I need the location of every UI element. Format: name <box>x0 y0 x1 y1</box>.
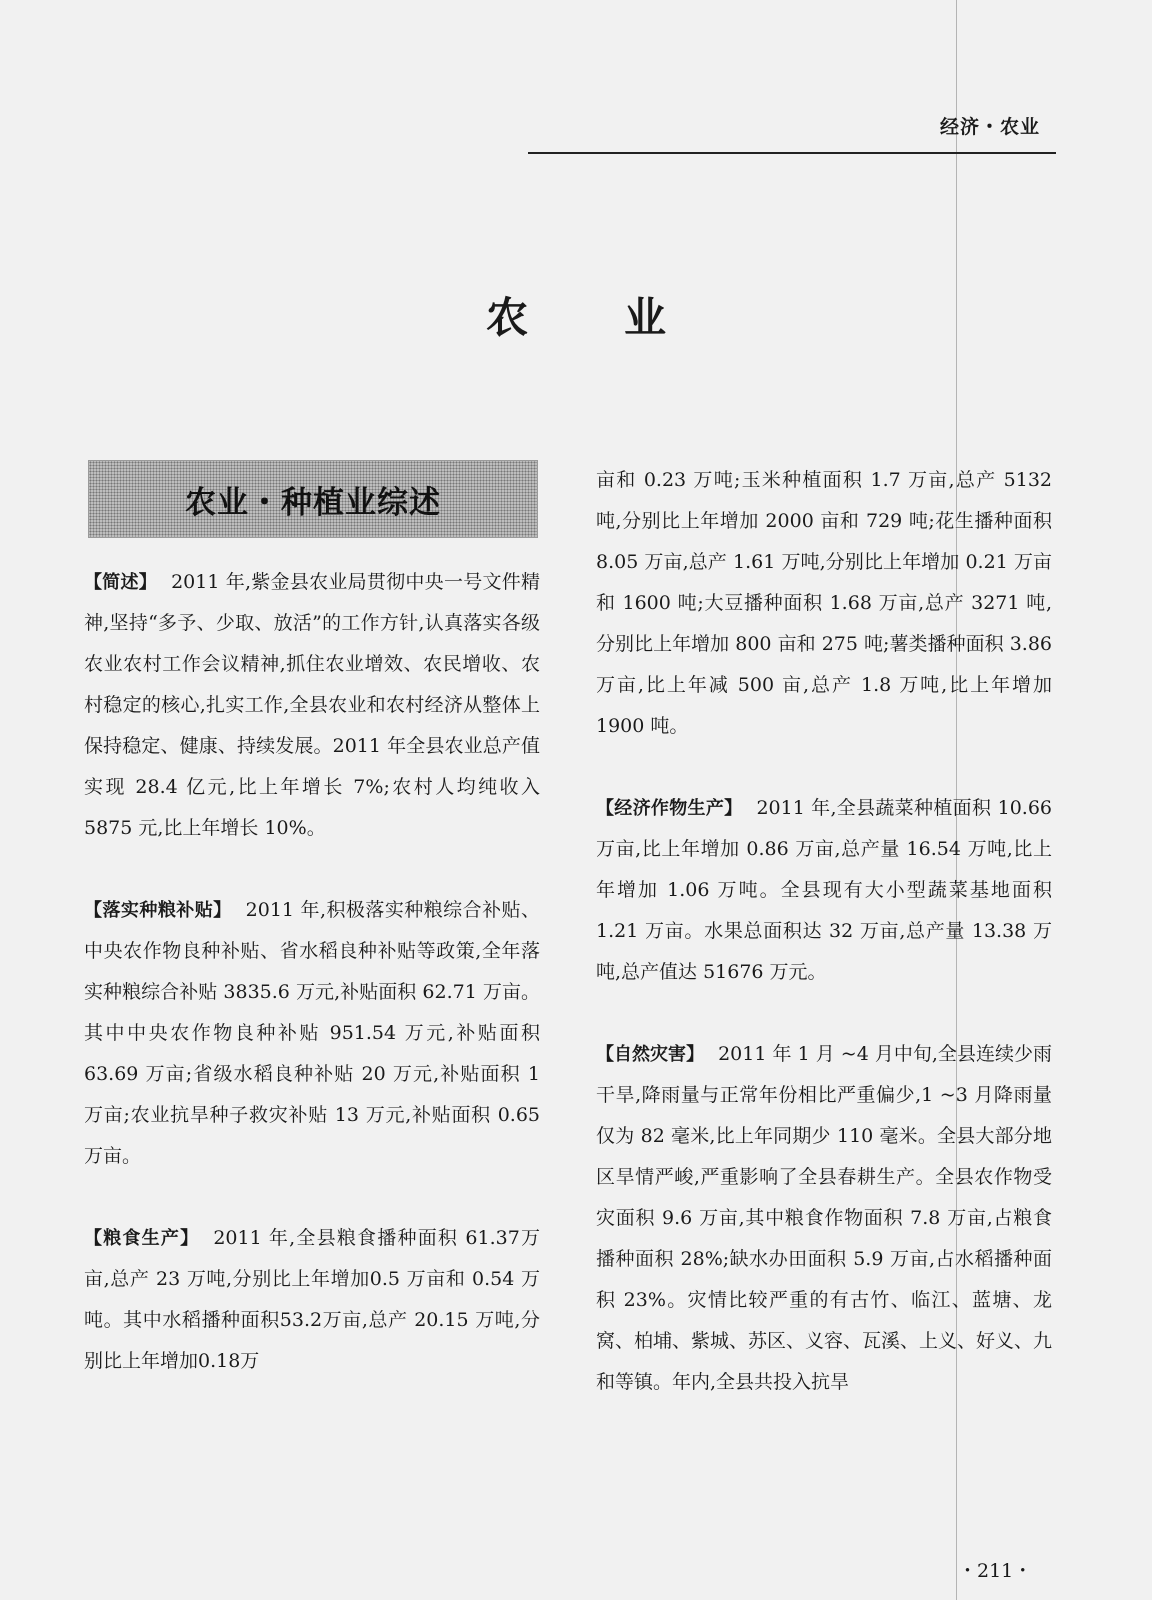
paragraph-text: 亩和 0.23 万吨;玉米种植面积 1.7 万亩,总产 5132 吨,分别比上年增加 2000 亩和 729 吨;花生播种面积 8.05 万亩,总产 1.61 万吨,分别比上年增加 0.21 万亩和 1600 吨;大豆播种面积 1.68 万亩,总产 3271 吨,分别比上年增加 800 亩和 275 吨;薯类播种面积 3.86 万亩,比上年减 500 亩,总产 1.8 万吨,比上年增加1900 吨。 <box>596 469 1052 737</box>
paragraph-cash-crops <box>596 788 1052 993</box>
paragraph-text: 2011 年,积极落实种粮综合补贴、中央农作物良种补贴、省水稻良种补贴等政策,全年落实种粮综合补贴 3835.6 万元,补贴面积 62.71 万亩。其中中央农作物良种补贴 951.54 万元,补贴面积 63.69 万亩;省级水稻良种补贴 20 万元,补贴面积 1 万亩;农业抗旱种子救灾补贴 13 万元,补贴面积 0.65 万亩。 <box>84 899 541 1167</box>
paragraph-text: 2011 年,全县粮食播种面积 61.37万亩,总产 23 万吨,分别比上年增加0.5 万亩和 0.54 万吨。其中水稻播种面积53.2万亩,总产 20.15 万吨,分别比上年增加0.18万 <box>84 1227 541 1372</box>
section-banner <box>88 460 538 538</box>
paragraph-heading: 【简述】 <box>84 572 158 593</box>
paragraph-heading: 【经济作物生产】 <box>596 798 743 819</box>
running-header: 经济・农业 <box>939 116 1040 138</box>
page-number: ・211・ <box>958 1560 1033 1582</box>
paragraph-grain-continued <box>596 460 1052 747</box>
paragraph-heading: 【落实种粮补贴】 <box>84 900 232 921</box>
paragraph-heading: 【粮食生产】 <box>84 1228 200 1249</box>
chapter-title: 农业 <box>485 293 762 342</box>
right-column <box>596 460 1052 1403</box>
section-title: 农业・种植业综述 <box>185 484 441 521</box>
header-rule <box>528 152 1056 154</box>
paragraph-grain <box>84 1218 540 1382</box>
paragraph-heading: 【自然灾害】 <box>596 1044 705 1065</box>
paragraph-subsidy <box>84 890 540 1177</box>
paragraph-text: 2011 年 1 月 ~4 月中旬,全县连续少雨干旱,降雨量与正常年份相比严重偏少,1 ~3 月降雨量仅为 82 毫米,比上年同期少 110 毫米。全县大部分地区旱情严峻,严重影响了全县春耕生产。全县农作物受灾面积 9.6 万亩,其中粮食作物面积 7.8 万亩,占粮食播种面积 28%;缺水办田面积 5.9 万亩,占水稻播种面积 23%。灾情比较严重的有古竹、临江、蓝塘、龙窝、柏埔、紫城、苏区、义容、瓦溪、上义、好义、九和等镇。年内,全县共投入抗旱 <box>596 1043 1053 1393</box>
paragraph-text: 2011 年,紫金县农业局贯彻中央一号文件精神,坚持“多予、少取、放活”的工作方针,认真落实各级农业农村工作会议精神,抓住农业增效、农民增收、农村稳定的核心,扎实工作,全县农业和农村经济从整体上保持稳定、健康、持续发展。2011 年全县农业总产值实现 28.4 亿元,比上年增长 7%;农村人均纯收入 5875 元,比上年增长 10%。 <box>84 571 540 839</box>
paragraph-text: 2011 年,全县蔬菜种植面积 10.66 万亩,比上年增加 0.86 万亩,总产量 16.54 万吨,比上年增加 1.06 万吨。全县现有大小型蔬菜基地面积 1.21 万亩。水果总面积达 32 万亩,总产量 13.38 万吨,总产值达 51676 万元。 <box>596 797 1052 983</box>
paragraph-overview <box>84 562 540 849</box>
left-column <box>84 562 540 1382</box>
paragraph-disasters <box>596 1034 1052 1403</box>
